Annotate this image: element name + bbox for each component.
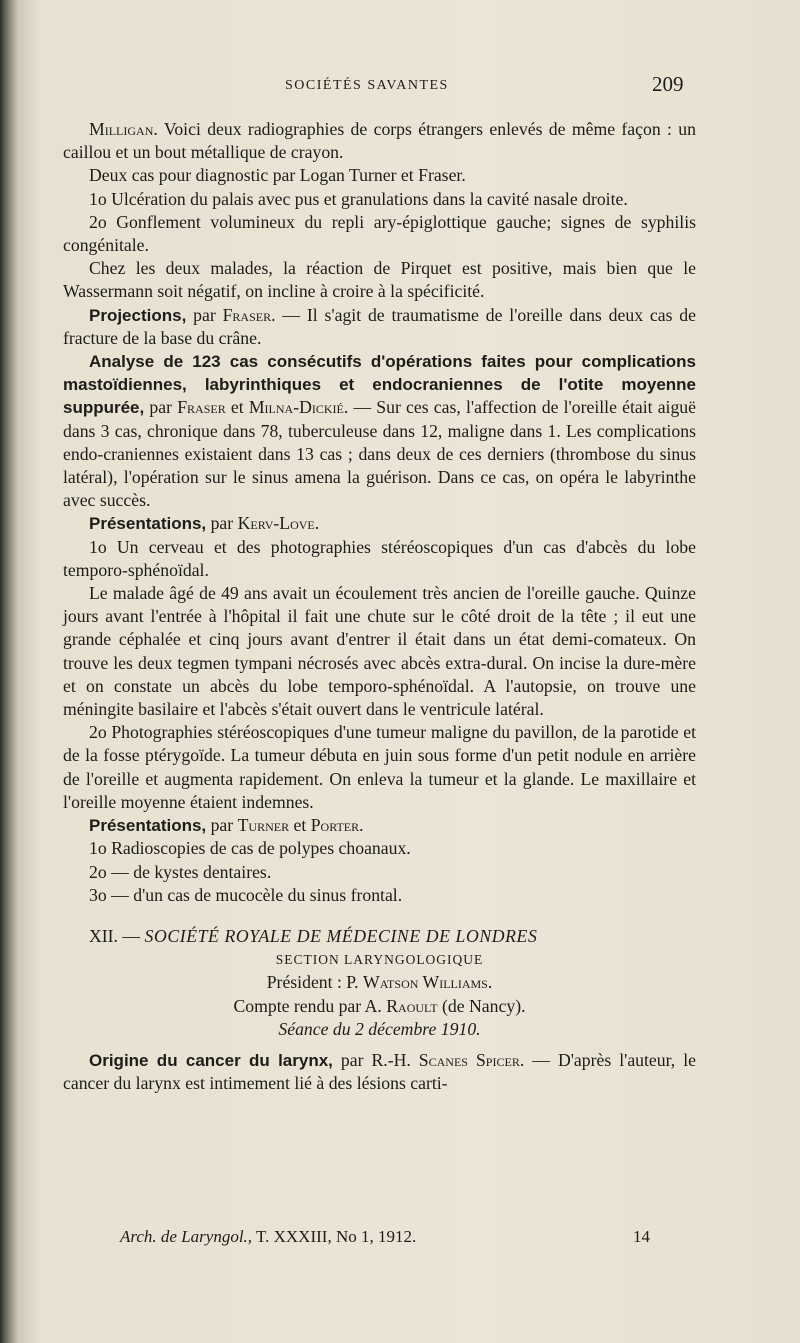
seance-date: Séance du 2 décembre 1910.: [278, 1018, 481, 1039]
page-footer: [120, 1227, 650, 1247]
paragraph-case-history: Le malade âgé de 49 ans avait un écoulement très ancien de l'oreille gauche. Quinze jours avant l'entrée à l'hôpital il fait une chute sur le côté droit de la tête ; il eut une grande céphalée et cinq jours avant d'entrer il était dans un état demi-comateux. On trouve les deux tegmen tympani nécrosés avec abcès extra-dural. On incise la dure-mère et on constate un abcès du lobe temporo-sphénoïdal. A l'autopsie, on trouve une méningite basilaire et l'abcès s'était ouvert dans le ventricule latéral.: [63, 583, 696, 720]
author-name: Milligan.: [89, 119, 158, 139]
bold-heading: Présentations,: [89, 514, 207, 534]
footer-number: 14: [633, 1227, 650, 1246]
reporter-name: Raoult: [386, 995, 438, 1016]
paragraph-origine-cancer: Origine du cancer du larynx, par R.-H. Scanes Spicer. — D'après l'auteur, le cancer du larynx est intimement lié à des lésions carti-: [63, 1049, 696, 1094]
list-item-kystes: 2o — de kystes dentaires.: [89, 861, 272, 882]
running-title: SOCIÉTÉS SAVANTES: [285, 78, 449, 93]
paragraph-diagnostic-cases: Deux cas pour diagnostic par Logan Turner et Fraser.: [89, 165, 466, 186]
president-name: Watson Williams.: [363, 972, 493, 993]
citation-details: T. XXXIII, No 1, 1912.: [252, 1227, 417, 1246]
list-item-radioscopies: 1o Radioscopies de cas de polypes choanaux.: [89, 838, 411, 859]
bold-heading: Projections,: [89, 305, 187, 325]
author-name: Fraser.: [222, 304, 276, 325]
paragraph-case-2: 2o Gonflement volumineux du repli ary-épiglottique gauche; signes de syphilis congénitale.: [63, 211, 696, 256]
citation-journal: Arch. de Laryngol.,: [120, 1227, 253, 1246]
bold-heading: Origine du cancer du larynx,: [89, 1050, 333, 1070]
page-number: 209: [652, 72, 684, 96]
author-name: Kerv-Love.: [237, 513, 320, 534]
paragraph-presentations-kerv: Présentations, par Kerv-Love.: [89, 513, 320, 534]
page-body: [63, 118, 696, 1095]
author-name: Scanes Spicer.: [418, 1049, 525, 1070]
author-name: Porter.: [310, 815, 364, 836]
paragraph-case-1: 1o Ulcération du palais avec pus et granulations dans la cavité nasale droite.: [89, 188, 628, 209]
paragraph-presentation-2: 2o Photographies stéréoscopiques d'une tumeur maligne du pavillon, de la parotide et de la fosse ptérygoïde. La tumeur débuta en juin sous forme d'un petit nodule en arrière de l'oreille et augmenta rapidement. On enleva la tumeur et la glande. Le maxillaire et l'oreille moyenne étaient indemnes.: [63, 722, 696, 812]
paragraph-analyse: Analyse de 123 cas consécutifs d'opérations faites pour complications mastoïdiennes, labyrinthiques et endocraniennes de l'otite moyenne suppurée, par Fraser et Milna-Dickié. — Sur ces cas, l'affection de l'oreille était aiguë dans 3 cas, chronique dans 78, tuberculeuse dans 12, maligne dans 1. Les complications endo-craniennes existaient dans 13 cas ; dans deux de ces derniers (thrombose du sinus latéral), l'opération sur le sinus amena la guérison. Dans ce cas, on opéra le labyrinthe avec succès.: [63, 352, 697, 511]
paragraph-presentation-1: 1o Un cerveau et des photographies stéréoscopiques d'un cas d'abcès du lobe temporo-sphénoïdal.: [63, 536, 696, 580]
compte-rendu-line: Compte rendu par A. Raoult (de Nancy).: [233, 995, 526, 1016]
paragraph-projections: Projections, par Fraser. — Il s'agit de traumatisme de l'oreille dans deux cas de fracture de la base du crâne.: [63, 304, 696, 348]
president-line: Président : P. Watson Williams.: [266, 972, 493, 993]
bold-heading: Présentations,: [89, 816, 207, 836]
author-name: Milna-Dickié.: [248, 397, 349, 418]
author-name: Fraser: [177, 397, 226, 418]
author-name: Turner: [237, 815, 290, 836]
section-subtitle: SECTION LARYNGOLOGIQUE: [275, 952, 484, 968]
paragraph-presentations-turner: Présentations, par Turner et Porter.: [89, 815, 364, 836]
bold-heading: Analyse de 123 cas consécutifs d'opérations faites pour complications mastoïdiennes, labyrinthiques et endocraniennes de l'otite moyenne suppurée,: [63, 352, 696, 418]
section-title: XII. — SOCIÉTÉ ROYALE DE MÉDECINE DE LONDRES: [89, 925, 538, 946]
paragraph-milligan: Milligan. Voici deux radiographies de corps étrangers enlevés de même façon : un caillou et un bout métallique de crayon.: [63, 119, 696, 163]
section-heading: SOCIÉTÉ ROYALE DE MÉDECINE DE LONDRES: [144, 925, 538, 946]
paragraph-pirquet: Chez les deux malades, la réaction de Pirquet est positive, mais bien que le Wassermann soit négatif, on incline à croire à la spécificité.: [63, 258, 696, 302]
list-item-mucocele: 3o — d'un cas de mucocèle du sinus frontal.: [89, 884, 403, 905]
page-header: [0, 72, 800, 106]
